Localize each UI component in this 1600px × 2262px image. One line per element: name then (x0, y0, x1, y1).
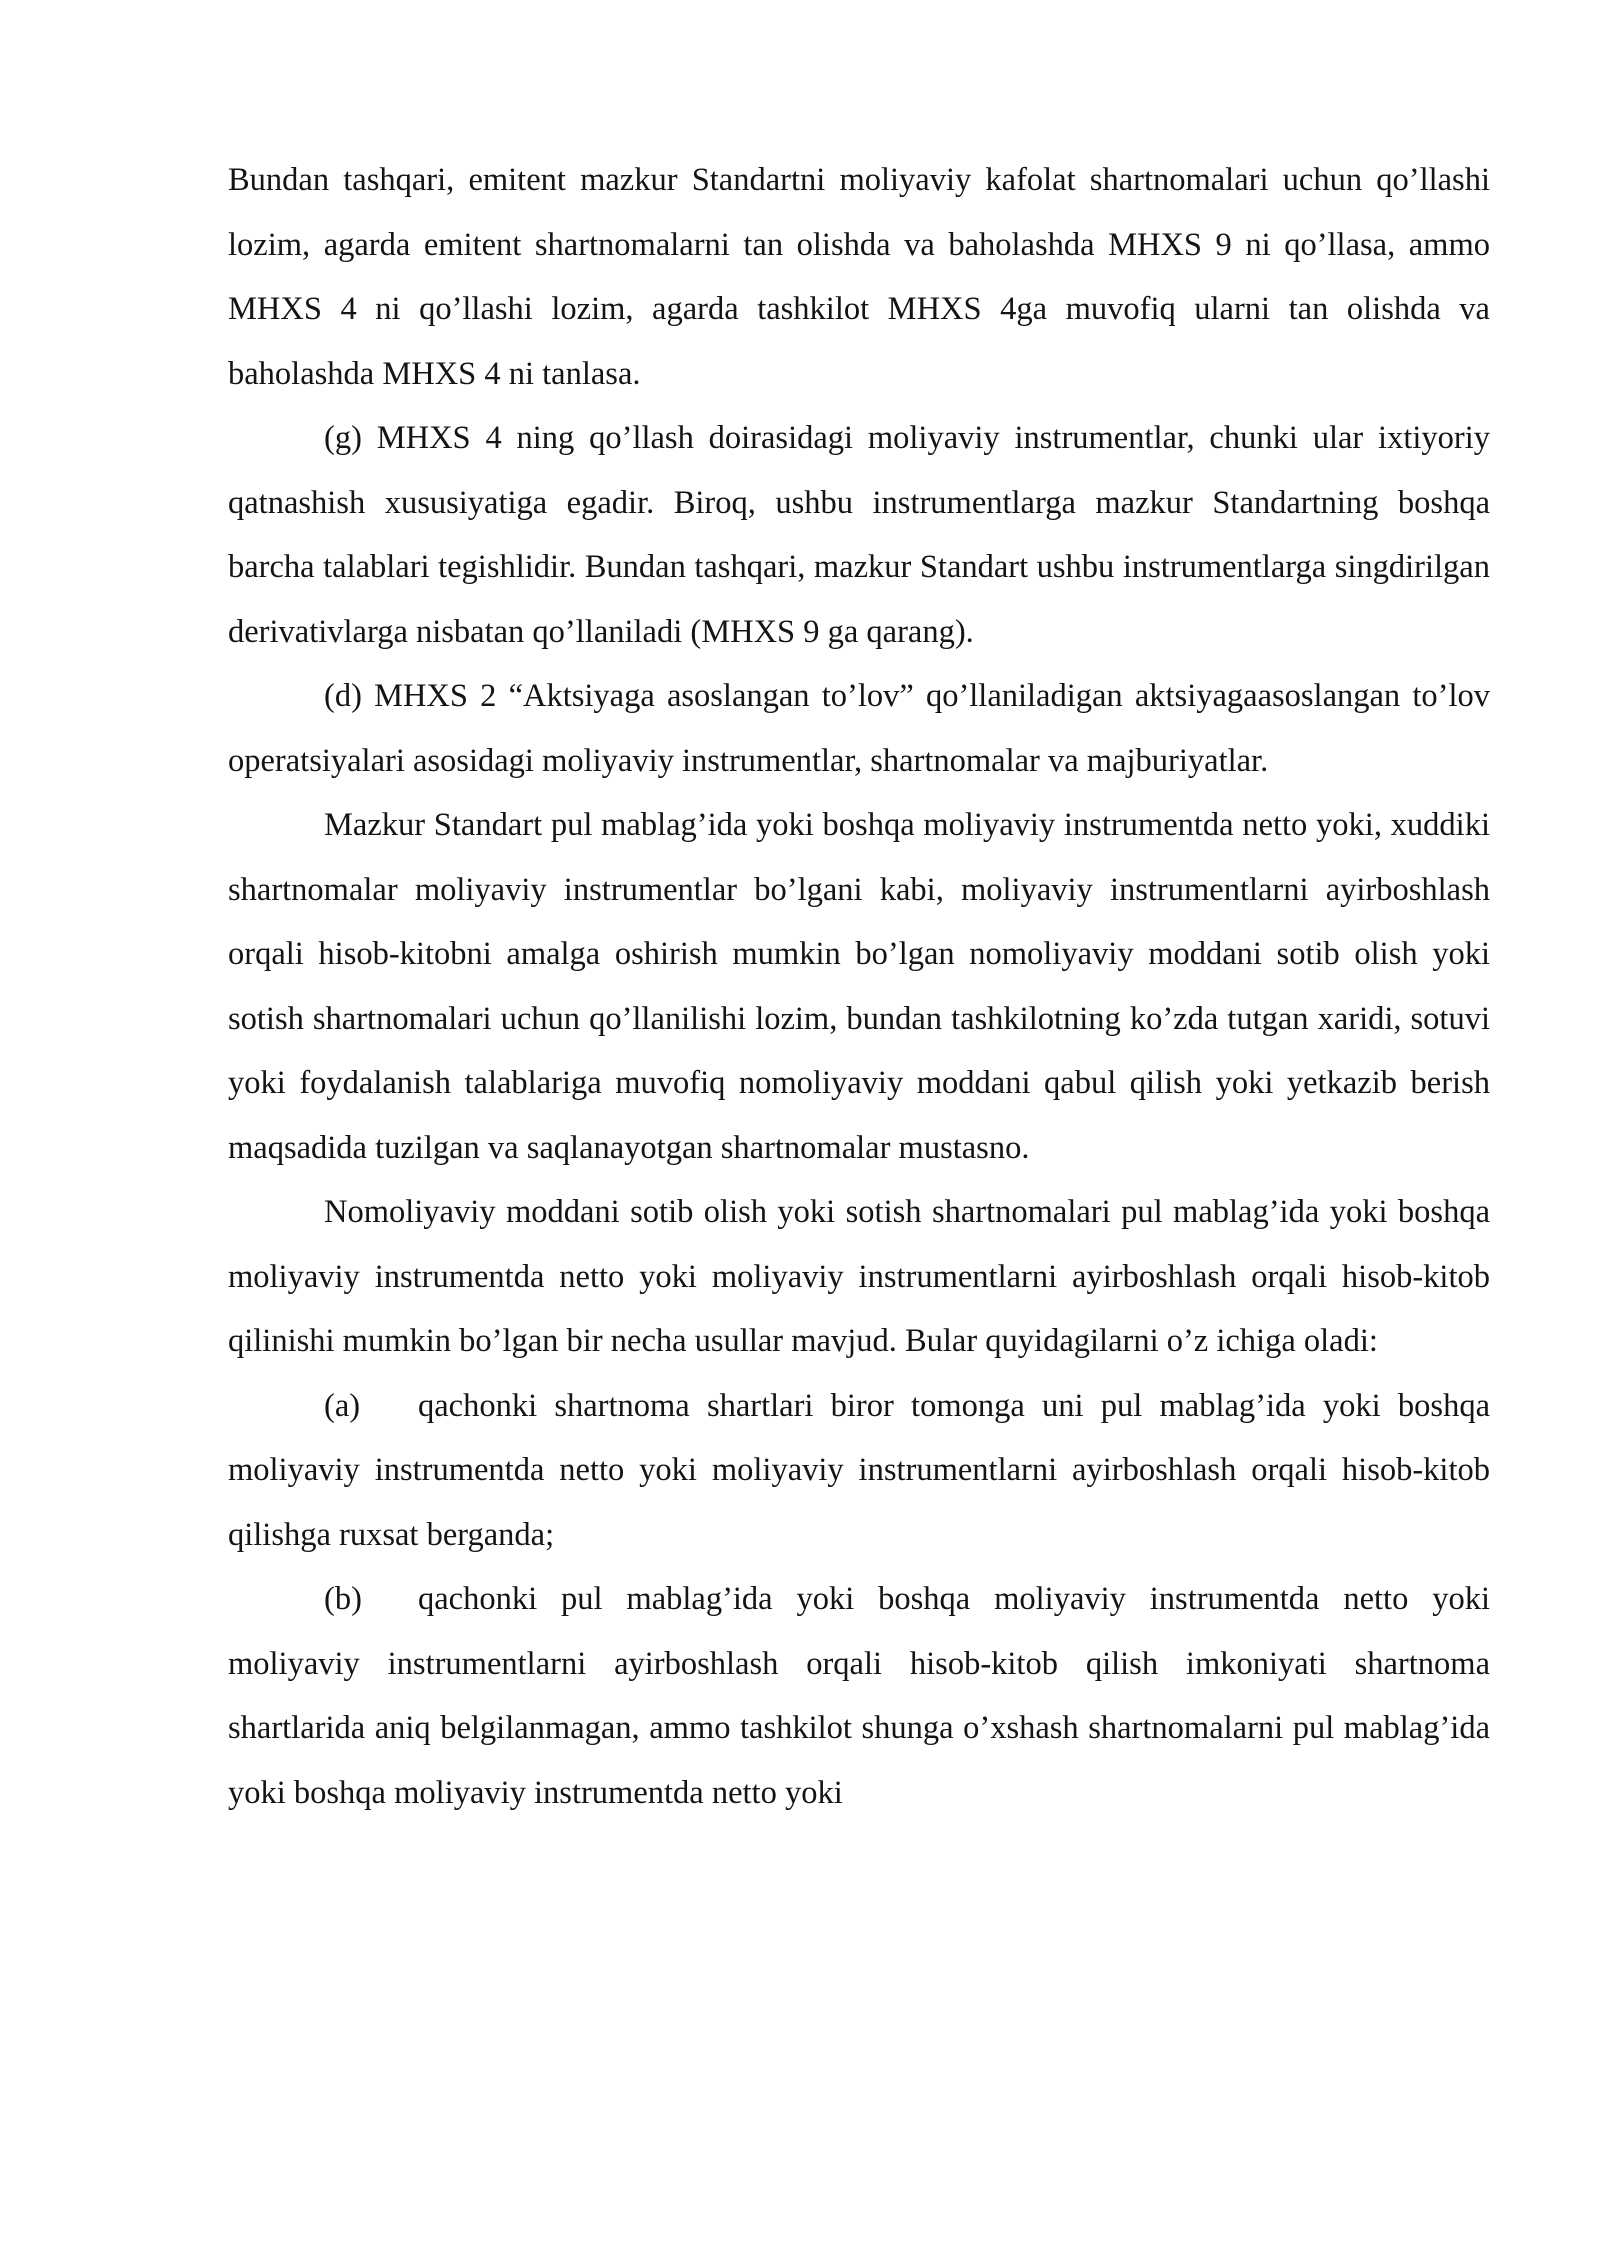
document-page (228, 148, 1490, 1825)
list-marker-b: (b) (324, 1581, 362, 1617)
paragraph-nonfinancial-scope: Mazkur Standart pul mablag’ida yoki boshqa moliyaviy instrumentda netto yoki, xuddiki shartnomalar moliyaviy instrumentlar bo’lgani kabi, moliyaviy instrumentlarni ayirboshlash orqali hisob-kitobni amalga oshirish mumkin bo’lgan nomoliyaviy moddani sotib olish yoki sotish shartnomalari uchun qo’llanilishi lozim, bundan tashkilotning ko’zda tutgan xaridi, sotuvi yoki foydalanish talablariga muvofiq nomoliyaviy moddani qabul qilish yoki yetkazib berish maqsadida tuzilgan va saqlanayotgan shartnomalar mustasno. (228, 807, 1490, 1166)
list-item-b (228, 1567, 1490, 1825)
list-item-a (228, 1374, 1490, 1568)
paragraph-financial-guarantee: Bundan tashqari, emitent mazkur Standartni moliyaviy kafolat shartnomalari uchun qo’llashi lozim, agarda emitent shartnomalarni tan olishda va baholashda MHXS 9 ni qo’llasa, ammo MHXS 4 ni qo’llashi lozim, agarda tashkilot MHXS 4ga muvofiq ularni tan olishda va baholashda MHXS 4 ni tanlasa. (228, 162, 1490, 392)
paragraph-item-d: (d) MHXS 2 “Aktsiyaga asoslangan to’lov” qo’llaniladigan aktsiyagaasoslangan to’lov operatsiyalari asosidagi moliyaviy instrumentlar, shartnomalar va majburiyatlar. (228, 678, 1490, 779)
paragraph-settlement-ways: Nomoliyaviy moddani sotib olish yoki sotish shartnomalari pul mablag’ida yoki boshqa moliyaviy instrumentda netto yoki moliyaviy instrumentlarni ayirboshlash orqali hisob-kitob qilinishi mumkin bo’lgan bir necha usullar mavjud. Bular quyidagilarni o’z ichiga oladi: (228, 1194, 1490, 1359)
paragraph-item-g: (g) MHXS 4 ning qo’llash doirasidagi moliyaviy instrumentlar, chunki ular ixtiyoriy qatnashish xususiyatiga egadir. Biroq, ushbu instrumentlarga mazkur Standartning boshqa barcha talablari tegishlidir. Bundan tashqari, mazkur Standart ushbu instrumentlarga singdirilgan derivativlarga nisbatan qo’llaniladi (MHXS 9 ga qarang). (228, 420, 1490, 650)
list-item-a-text: qachonki shartnoma shartlari biror tomonga uni pul mablag’ida yoki boshqa moliyaviy instrumentda netto yoki moliyaviy instrumentlarni ayirboshlash orqali hisob-kitob qilishga ruxsat berganda; (228, 1387, 1490, 1553)
list-item-b-text: qachonki pul mablag’ida yoki boshqa moliyaviy instrumentda netto yoki moliyaviy instrumentlarni ayirboshlash orqali hisob-kitob qilish imkoniyati shartnoma shartlarida aniq belgilanmagan, ammo tashkilot shunga o’xshash shartnomalarni pul mablag’ida yoki boshqa moliyaviy instrumentda netto yoki (228, 1581, 1490, 1811)
list-marker-a: (a) (324, 1387, 361, 1424)
